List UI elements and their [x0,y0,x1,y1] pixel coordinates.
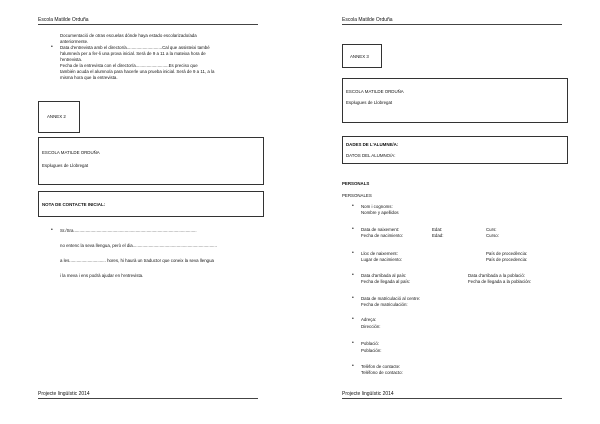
letter-line: i la meva i ens podrà ajudar en l'entrevista. [60,273,144,278]
annex-2-box [38,101,80,133]
bullet-icon: • [352,340,354,346]
field-label: Lugar de nacimiento: [361,257,403,262]
field-label: País de procedència: [486,251,528,256]
section-title: PERSONALS [342,181,370,186]
annex-3-box [342,44,382,68]
interview-line: l'entrevista. [60,57,83,62]
field-label: Dirección: [361,324,381,329]
bullet-icon: • [352,363,354,369]
interview-line: Fecha de la entrevista con el director/a...........................Es preciso que [60,63,198,68]
bullet-icon: • [352,226,354,232]
right-header: Escola Matilde Orduña [342,17,562,25]
field-label: País de procedencia: [486,257,528,262]
student-data-subtitle: DATOS DEL ALUMNO/A: [346,153,396,158]
school-city: Esplugues de Llobregat [346,100,393,105]
annex-label: ANNEX 3 [350,54,369,59]
student-data-title: DADES DE L'ALUMNE/A: [346,142,399,147]
bullet-icon: • [352,272,354,278]
field-label: Data de naixement: [361,227,400,232]
school-city: Esplugues de Llobregat [42,163,89,168]
section-subtitle: PERSONALES [342,193,372,198]
intro-line: Documentació de otras escuelas dónde haya estado escolarizado/ada [60,33,197,38]
field-label: Nom i cognoms: [361,204,393,209]
bullet-icon: • [352,295,354,301]
field-label: Adreça: [361,317,377,322]
field-label: Nombre y apellidos [361,210,399,215]
bullet-icon: • [352,203,354,209]
bullet-icon: • [352,250,354,256]
left-footer: Projecte lingüístic 2014 [38,391,258,399]
field-label: Edad: [432,233,444,238]
field-label: Lloc de naixement: [361,251,398,256]
interview-line: misma hora que la entrevista. [60,75,118,80]
note-title: NOTA DE CONTACTE INICIAL: [42,202,106,207]
school-name: ESCOLA MATILDE ORDUÑA [42,150,100,155]
school-name: ESCOLA MATILDE ORDUÑA [346,89,404,94]
school-box [38,137,264,185]
field-label: Fecha de llegada al país: [361,279,411,284]
school-box [342,78,568,123]
interview-line: Data d'entrevista amb el director/a.............................Cal que assisteixi també [60,45,210,50]
left-header: Escola Matilde Orduña [38,17,258,25]
bullet-icon: • [51,44,53,50]
intro-line: anteriormente. [60,39,89,44]
letter-line: Sr./Sra..................................................................................................... [60,228,197,233]
right-footer: Projecte lingüístic 2014 [342,391,562,399]
letter-line: a les.............................. hores, hi haurà un traductor que coneix la seva llengua [60,258,214,263]
field-label: Data d'arribada al país: [361,273,407,278]
field-label: Fecha de llegada a la población: [468,279,532,284]
field-label: Telèfon de contacte: [361,364,401,369]
bullet-icon: • [352,316,354,322]
bullet-icon: • [51,227,53,233]
field-label: Data de matriculació al centre: [361,296,421,301]
field-label: Curs: [486,227,497,232]
field-label: Teléfono de contacto: [361,370,403,375]
field-label: Curso: [486,233,499,238]
annex-label: ANNEX 2 [47,114,66,119]
field-label: Data d'arribada a la població: [468,273,525,278]
student-data-box [342,136,568,164]
field-label: Fecha de nacimiento: [361,233,403,238]
note-title-box [38,191,264,217]
field-label: Població: [361,341,380,346]
interview-line: l'alumne/a per a fer-li una prova inicial. Serà de 9 a 11 a la mateixa hora de [60,51,206,56]
field-label: Edat: [432,227,443,232]
field-label: Fecha de matriculación: [361,302,408,307]
interview-line: también acuda el alumno/a para hacerle una prueba inicial. Será de 9 a 11, a la [60,69,215,74]
letter-line: no entenc la seva llengua, però el dia..................................................................... [60,243,217,248]
field-label: Población: [361,348,382,353]
right-page [300,0,600,424]
